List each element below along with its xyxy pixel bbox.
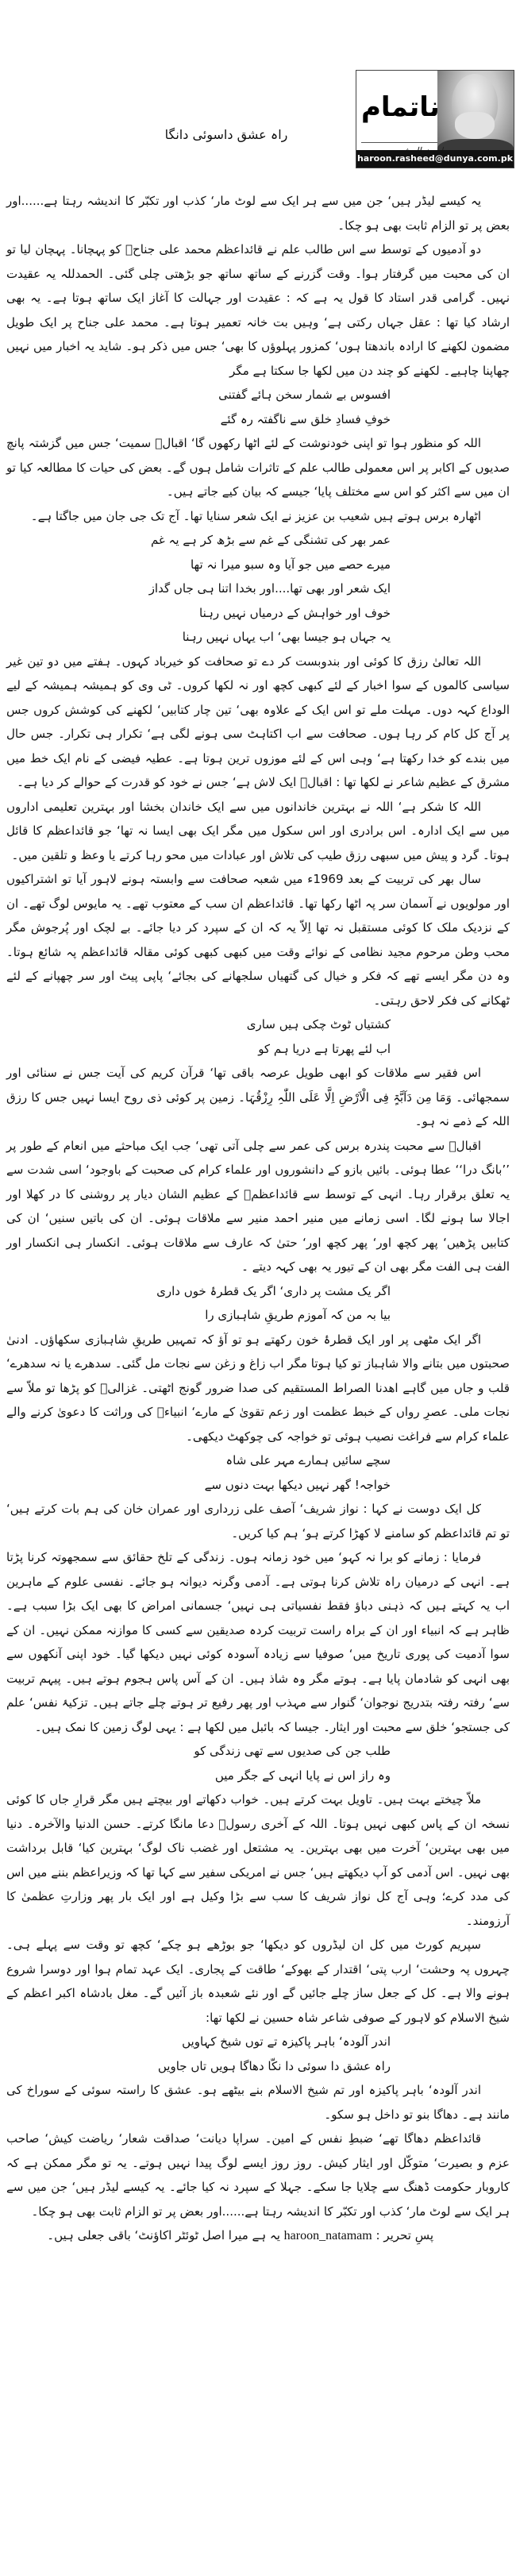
verse-line: عمر بھر کی تشنگی کے غم سے بڑھ کر ہے یہ غم — [150, 533, 391, 547]
article-paragraph: فرمایا : زمانے کو برا نہ کہو‘ میں خود زمانہ ہوں۔ زندگی کے تلخ حقائق سے سمجھوتہ کرنا پڑتا ہے۔ انہی کے درمیان راہ تلاش کرنا ہوتی ہے۔ آدمی وگرنہ دیوانہ ہو جائے۔ نفسی علوم کے ماہرین اب یہ کہتے ہیں کہ ذہنی دباؤ فقط نفسیاتی ہی نہیں‘ جسمانی امراض کا بھی ایک بڑا سبب ہے۔ ظاہر ہے کہ انبیاء اور ان کے براہ راست تربیت کردہ صدیقین سے کسی کا موازنہ ممکن نہیں۔ ان کے سوا آدمیت کی پوری تاریخ میں‘ صوفیا سے زیادہ آسودہ کوئی نہیں دیکھا گیا۔ خود اپنی آنکھوں سے بھی انہی کو شادمان پایا ہے۔ ہوتے مگر وہ شاذ ہیں۔ ان کے آس پاس ہجوم ہوتے ہیں۔ پیہم تربیت سے‘ رفتہ رفتہ بتدریج نوجوان‘ گنوار سے مہذب اور پھر رفیع تر ہوتے چلے جاتے ہیں۔ تزکیۂ نفس‘ علم کی جستجو‘ خلق سے محبت اور ایثار۔ جیسا کہ بائبل میں لکھا ہے : یہی لوگ زمین کا نمک ہیں۔ — [6, 1550, 510, 1734]
verse-line: خواجہ! گھر نہیں دیکھا بہت دنوں سے — [204, 1477, 391, 1492]
byline-divider — [361, 142, 437, 143]
article-paragraph: اندر آلودہ‘ باہر پاکیزہ اور تم شیخ الاسلام بنے بیٹھے ہو۔ عشق کا راستہ سوئی کے سوراخ کی مانند ہے۔ دھاگا بنو تو داخل ہو سکو۔ — [6, 2083, 510, 2122]
article-lead: یہ کیسے لیڈر ہیں‘ جن میں سے ہر ایک سے لوٹ مار‘ کذب اور تکبّر کا اندیشہ رہتا ہے......اور بعض پر تو الزام ثابت بھی ہو چکا۔ — [6, 194, 510, 233]
article-paragraph: سال بھر کی تربیت کے بعد 1969ء میں شعبہ صحافت سے وابستہ ہونے لاہور آیا تو اشتراکیوں اور مولویوں نے آسمان سر پہ اٹھا رکھا تھا۔ قائداعظم ان سب کے معتوب تھے۔ یہ مایوس لوگ تھے۔ ان کے نزدیک ملک کا کوئی مستقبل نہ تھا اِلاّ یہ کہ ان کے سپرد کر دیا جائے۔ بے لچک اور پُرجوش مگر محب وطن مرحوم مجید نظامی کے نوائے وقت میں کبھی کبھی کوئی مقالہ قائداعظم پہ شائع ہوتا۔ وہ دن مگر ایسے تھے کہ فکر و خیال کی گتھیاں سلجھانے کی بجائے‘ پاپی پیٹ اور سر چھپانے کے لئے ٹھکانے کی فکر لاحق رہتی۔ — [6, 872, 510, 1008]
verse-line: اب لئے پھرتا ہے دریا ہم کو — [258, 1041, 391, 1056]
verse-line: میرے حصے میں جو آیا وہ سبو میرا نہ تھا — [190, 557, 391, 572]
twitter-handle[interactable]: haroon_natamam — [283, 2229, 372, 2242]
article-paragraph: کل ایک دوست نے کہا : نواز شریف‘ آصف علی زرداری اور عمران خان کی ہم بات کرتے ہیں‘ تو تم قائداعظم کو سامنے لا کھڑا کرتے ہو‘ ہم کیا کریں۔ — [6, 1502, 510, 1541]
article-paragraph: اس فقیر سے ملاقات کو ابھی طویل عرصہ باقی تھا‘ قرآن کریم کی آیت جس نے سنائی اور سمجھائی۔ وَمَا مِن دَآبَّۃٍ فِی الْاَرْضِ اِلَّا عَلَی اللّٰہِ رِزْقُہَا۔ زمین پر کوئی ذی روح ایسا نہیں جس کا رزق اللہ کے ذمے نہ ہو۔ — [6, 1066, 510, 1128]
article-paragraph: ملاّ چیختے بہت ہیں۔ تاویل بہت کرتے ہیں۔ خواب دکھاتے اور بیچتے ہیں مگر قرارِ جاں کا کوئی نسخہ ان کے پاس کبھی نہیں ہوتا۔ اللہ کے آخری رسولؐ دعا مانگا کرتے۔ حسن الدنیا والآخرہ۔ دنیا میں بھی بہترین‘ آخرت میں بھی بہترین۔ یہ مشتعل اور غضب ناک لوگ‘ بہترین کیا‘ قابل برداشت بھی نہیں۔ اس آدمی کو آپ دیکھتے ہیں‘ جس نے امریکی سفیر سے کہا تھا کہ وزیراعظم بننے میں اس کی مدد کرے؛ وہی آج کل نواز شریف کا سب سے بڑا وکیل ہے اور ایک بار پھر وزارتِ عظمیٰ کا آرزومند۔ — [6, 1792, 510, 1928]
verse-line: راہ عشق دا سوئی دا نکّا دھاگا ہویں تاں جاویں — [157, 2058, 391, 2073]
verse-line: بیا بہ من کہ آموزم طریقِ شاہبازی را — [205, 1308, 391, 1322]
postscript-label: پسِ تحریر : — [375, 2228, 433, 2242]
article-paragraph: اگر ایک مٹھی پر اور ایک قطرۂ خون رکھتے ہو تو آؤ کہ تمہیں طریقِ شاہبازی سکھاؤں۔ ادنیٰ صحبتوں میں بتانے والا شاہباز تو کیا ہوتا مگر اب زاغ و زغن سے نجات مل گئی۔ سدھرے یا نہ سدھرے‘ قلب و جاں میں گاہے اھدنا الصراط المستقیم کی صدا ضرور گونج اٹھتی۔ غزالیؒ کو پڑھا تو ملاّ سے نجات ملی۔ عصرِ رواں کے خبط عظمت اور زعم تقویٰ کے مارے‘ انبیاءؑ کی وراثت کا دعویٰ کرنے والے علماء کرام سے فراغت نصیب ہوئی تو خواجہ کی چوکھٹ دیکھی۔ — [6, 1332, 510, 1444]
article-paragraph: اللہ کا شکر ہے‘ اللہ نے بہترین خاندانوں میں سے ایک خاندان بخشا اور بہترین تعلیمی اداروں میں سے ایک ادارہ۔ اس برادری اور اس سکول میں مگر ایک بھی ایسا نہ تھا‘ جو قائداعظم کا قائل ہوتا۔ گرد و پیش میں سبھی رزق طیب کی تلاش اور عبادات میں محو رہا کرتے یا وعظ و تلقین میں۔ — [6, 799, 510, 862]
article-blocks — [6, 237, 510, 2223]
verse-line: ایک شعر اور بھی تھا....اور بخدا اتنا ہی جاں گداز — [148, 581, 391, 596]
verse-line: یہ جہاں ہو جیسا بھی‘ اب یہاں نہیں رہنا — [182, 630, 391, 644]
article-title: راہ عشق داسوئی دانگا — [164, 127, 288, 142]
verse-line: خوف اور خواہش کے درمیاں نہیں رہنا — [199, 605, 391, 620]
postscript — [6, 2223, 510, 2249]
verse-line: افسوس بے شمار سخن ہائے گفتنی — [218, 388, 391, 402]
article-paragraph: سپریم کورٹ میں کل ان لیڈروں کو دیکھا‘ جو بوڑھے ہو چکے‘ کچھ تو وقت سے پہلے ہی۔ چہروں پہ وحشت‘ ارب پتی‘ اقتدار کے بھوکے‘ طاقت کے پجاری۔ ایک عہد تمام ہوا اور دوسرا شروع ہونے والا ہے۔ کل کے جعل ساز چلے جائیں گے اور نئے شعبدہ باز آئیں گے۔ مغل بادشاہ اکبر اعظم کے شیخ الاسلام کو لاہور کے صوفی شاعر شاہ حسین نے لکھا تھا: — [6, 1938, 510, 2025]
verse-line: اندر آلودہ‘ باہر پاکیزہ تے توں شیخ کہاویں — [182, 2034, 391, 2049]
article-paragraph: دو آدمیوں کے توسط سے اس طالب علم نے قائداعظم محمد علی جناحؒ کو پہچانا۔ پہچان لیا تو ان کی محبت میں گرفتار ہوا۔ وقت گزرنے کے ساتھ ساتھ جو بڑھتی چلی گئی۔ الحمدللہ یہ عقیدت نہیں۔ گرامی قدر استاد کا قول یہ ہے کہ : عقیدت اور جہالت کا آغاز ایک ساتھ ہوتا ہے۔ یہ بھی ارشاد کیا تھا : عقل جہاں رکتی ہے‘ وہیں بت خانہ تعمیر ہوتا ہے۔ محمد علی جناح پر ایک طویل مضمون لکھنے کا ارادہ باندھتا ہوں‘ کمزور پہلوؤں کا بھی‘ جس میں ذکر ہو۔ شاید یہ اخبار میں نہیں چھاپنا چاہیے۔ لکھنے کو چند دن میں لکھا جا سکتا ہے مگر — [6, 242, 510, 378]
verse-line: وہ راز اس نے پایا انہی کے جگر میں — [214, 1768, 391, 1783]
verse-line: کشتیاں ٹوٹ چکی ہیں ساری — [246, 1017, 391, 1032]
verse-line: خوفِ فسادِ خلق سے ناگفتہ رہ گئے — [220, 411, 391, 426]
article-paragraph: اقبالؔ سے محبت پندرہ برس کی عمر سے چلی آتی تھی‘ جب ایک مباحثے میں انعام کے طور پر ’’بانگ درا‘‘ عطا ہوئی۔ بائیں بازو کے دانشوروں اور علماء کرام کی صحبت کے باوجود‘ اسی شدت سے یہ تعلق برقرار رہا۔ انہی کے توسط سے قائداعظمؒ کے عظیم الشان دیار پر روشنی کا در کھلا اور اجالا سا ہونے لگا۔ اسی زمانے میں منیر احمد منیر سے ملاقات ہوئی۔ ان کی باتیں سنیں‘ ان کی کتابیں پڑھیں‘ پھر کچھ اور‘ پھر کچھ اور‘ حتیٰ کہ عارف سے ملاقات ہوئی۔ انکسار ہی انکسار اور الفت ہی الفت مگر بھی ان کے تیور یہ بھی کہہ دیتے ۔ — [6, 1138, 510, 1274]
postscript-text: یہ ہے میرا اصل ٹوئٹر اکاؤنٹ‘ باقی جعلی ہیں۔ — [47, 2228, 280, 2242]
author-email[interactable]: haroon.rasheed@dunya.com.pk — [356, 150, 514, 168]
article-paragraph: قائداعظم دھاگا تھے‘ ضبطِ نفس کے امین۔ سراپا دیانت‘ صداقت شعار‘ ریاضت کیش‘ صاحب عزم و بصیرت‘ متوکّل اور ایثار کیش۔ روز روز ایسے لوگ پیدا نہیں ہوتے۔ یہ تو مگر ممکن ہے کہ کاروبار حکومت ڈھنگ سے چلایا جا سکے۔ جہلا کے سپرد نہ کیا جائے۔ یہ کیسے لیڈر ہیں‘ جن میں سے ہر ایک سے لوٹ مار‘ کذب اور تکبّر کا اندیشہ رہتا ہے......اور بعض پر تو الزام ثابت بھی ہو چکا۔ — [6, 2131, 510, 2219]
column-name: ناتمام — [361, 91, 440, 123]
portrait-beard — [455, 112, 495, 139]
verse-line: طلب جن کی صدیوں سے تھی زندگی کو — [194, 1744, 391, 1758]
column-header-banner — [356, 70, 514, 168]
article-paragraph: اللہ تعالیٰ رزق کا کوئی اور بندوبست کر دے تو صحافت کو خیرباد کہوں۔ ہفتے میں دو تین غیر سیاسی کالموں کے سوا اخبار کے لئے کبھی کچھ اور نہ لکھا کروں۔ ٹی وی کو ہمیشہ ہمیشہ کے لیے الوداع کہہ دوں۔ مہلت ملے تو اس ایک کے علاوہ بھی‘ تین چار کتابیں‘ لکھنے کی کوشش کروں جس پر آج کل کام کر رہا ہوں۔ صحافت سے اب اکتاہٹ سی ہونے لگی ہے‘ تکرار ہی تکرار۔ جس حال میں بندے کو خدا رکھتا ہے‘ وہی اس کے لئے موزوں ترین ہوتا ہے۔ عطیہ فیضی کے نام ایک خط میں مشرق کے عظیم شاعر نے لکھا تھا : اقبالؔ ایک لاش ہے‘ جس نے خود کو قدرت کے حوالے کر دیا ہے۔ — [6, 654, 510, 789]
verse-line: سچے سائیں ہمارے مہر علی شاہ — [225, 1453, 391, 1467]
verse-line: اگر یک مشت پر داری‘ اگر یک قطرۂ خوں داری — [156, 1283, 391, 1298]
article-paragraph: اٹھارہ برس ہوتے ہیں شعیب بن عزیز نے ایک شعر سنایا تھا۔ آج تک جی جان میں جاگتا ہے۔ — [30, 508, 481, 523]
article-paragraph: اللہ کو منظور ہوا تو اپنی خودنوشت کے لئے اٹھا رکھوں گا‘ اقبالؔ سمیت‘ جس میں گزشتہ پانچ صدیوں کے اکابر پر اس معمولی طالب علم کے تاثرات شامل ہوں گے۔ بعض کی حیات کا مطالعہ کیا تو ان میں سے اکثر کو اس سے مختلف پایا‘ جیسے کہ بیان کیے جاتے ہیں۔ — [6, 436, 510, 499]
article-body — [6, 189, 510, 2249]
